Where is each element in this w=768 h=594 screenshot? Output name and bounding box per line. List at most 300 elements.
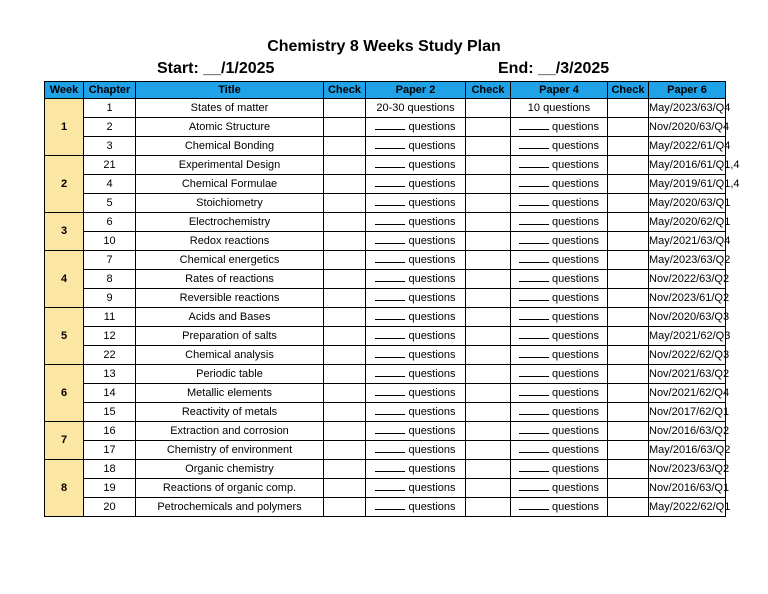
check-cell[interactable] xyxy=(324,251,366,270)
paper4-cell xyxy=(511,289,608,308)
title-cell: Chemical Formulae xyxy=(136,175,324,194)
check-cell[interactable] xyxy=(608,327,649,346)
paper4-cell xyxy=(511,498,608,517)
paper2-cell xyxy=(366,403,466,422)
chapter-cell: 2 xyxy=(84,118,136,137)
title-cell: Redox reactions xyxy=(136,232,324,251)
blank-line[interactable] xyxy=(375,290,405,301)
document-title: Chemistry 8 Weeks Study Plan xyxy=(267,38,501,55)
questions-label: questions xyxy=(408,272,456,285)
title-cell: Preparation of salts xyxy=(136,327,324,346)
blank-line[interactable] xyxy=(375,347,405,358)
check-cell[interactable] xyxy=(324,232,366,251)
paper6-cell: May/2019/61/Q1,4 xyxy=(649,175,726,194)
blank-line[interactable] xyxy=(375,176,405,187)
blank-line[interactable] xyxy=(375,252,405,263)
header-paper-6: Paper 6 xyxy=(649,82,726,99)
blank-line[interactable] xyxy=(375,233,405,244)
blank-line[interactable] xyxy=(519,214,549,225)
questions-label: questions xyxy=(551,158,600,171)
questions-label: questions xyxy=(551,272,600,285)
check-cell[interactable] xyxy=(466,422,511,441)
chapter-cell: 15 xyxy=(84,403,136,422)
check-cell[interactable] xyxy=(466,270,511,289)
table-row xyxy=(45,479,726,498)
paper6-cell: Nov/2022/63/Q2 xyxy=(649,270,726,289)
blank-line[interactable] xyxy=(375,271,405,282)
blank-line[interactable] xyxy=(519,195,549,206)
table-row xyxy=(45,137,726,156)
chapter-cell: 18 xyxy=(84,460,136,479)
paper2-cell xyxy=(366,175,466,194)
chapter-cell: 11 xyxy=(84,308,136,327)
check-cell[interactable] xyxy=(466,232,511,251)
chapter-cell: 10 xyxy=(84,232,136,251)
check-cell[interactable] xyxy=(608,251,649,270)
chapter-cell: 9 xyxy=(84,289,136,308)
blank-line[interactable] xyxy=(375,119,405,130)
check-cell[interactable] xyxy=(608,346,649,365)
check-cell[interactable] xyxy=(324,156,366,175)
header-check-2: Check xyxy=(466,82,511,99)
questions-label: questions xyxy=(408,443,456,456)
paper4-cell xyxy=(511,194,608,213)
title-cell: Chemical energetics xyxy=(136,251,324,270)
check-cell[interactable] xyxy=(608,213,649,232)
paper2-cell xyxy=(366,118,466,137)
questions-label: questions xyxy=(551,215,600,228)
paper6-cell: May/2021/63/Q4 xyxy=(649,232,726,251)
paper4-cell xyxy=(511,251,608,270)
chapter-cell: 19 xyxy=(84,479,136,498)
blank-line[interactable] xyxy=(375,442,405,453)
paper2-cell xyxy=(366,498,466,517)
check-cell[interactable] xyxy=(324,270,366,289)
header-check-1: Check xyxy=(324,82,366,99)
paper6-cell: May/2023/63/Q4 xyxy=(649,99,726,118)
blank-line[interactable] xyxy=(375,309,405,320)
questions-label: questions xyxy=(408,234,456,247)
header-title: Title xyxy=(136,82,324,99)
paper2-cell xyxy=(366,422,466,441)
questions-label: questions xyxy=(408,500,456,513)
check-cell[interactable] xyxy=(324,346,366,365)
title-cell: Acids and Bases xyxy=(136,308,324,327)
check-cell[interactable] xyxy=(466,118,511,137)
blank-line[interactable] xyxy=(519,328,549,339)
paper6-cell: Nov/2020/63/Q4 xyxy=(649,118,726,137)
questions-label: questions xyxy=(408,424,456,437)
paper2-cell xyxy=(366,365,466,384)
header-check-3: Check xyxy=(608,82,649,99)
check-cell[interactable] xyxy=(324,99,366,118)
paper2-cell xyxy=(366,156,466,175)
paper6-cell: Nov/2021/63/Q2 xyxy=(649,365,726,384)
blank-line[interactable] xyxy=(375,195,405,206)
paper4-cell xyxy=(511,270,608,289)
header-paper-2: Paper 2 xyxy=(366,82,466,99)
paper6-cell: Nov/2017/62/Q1 xyxy=(649,403,726,422)
questions-label: questions xyxy=(551,310,600,323)
paper4-cell xyxy=(511,403,608,422)
questions-label: questions xyxy=(408,158,456,171)
blank-line[interactable] xyxy=(519,233,549,244)
paper2-cell xyxy=(366,460,466,479)
questions-label: questions xyxy=(551,500,600,513)
paper6-cell: May/2020/62/Q1 xyxy=(649,213,726,232)
chapter-cell: 4 xyxy=(84,175,136,194)
blank-line[interactable] xyxy=(519,423,549,434)
questions-label: questions xyxy=(408,215,456,228)
week-cell: 8 xyxy=(45,460,84,517)
check-cell[interactable] xyxy=(466,213,511,232)
blank-line[interactable] xyxy=(375,480,405,491)
check-cell[interactable] xyxy=(324,403,366,422)
title-cell: Rates of reactions xyxy=(136,270,324,289)
check-cell[interactable] xyxy=(324,137,366,156)
blank-line[interactable] xyxy=(375,157,405,168)
questions-label: questions xyxy=(408,405,456,418)
questions-label: questions xyxy=(551,177,600,190)
blank-line[interactable] xyxy=(519,138,549,149)
questions-label: questions xyxy=(551,443,600,456)
paper4-cell xyxy=(511,365,608,384)
questions-label: questions xyxy=(551,405,600,418)
blank-line[interactable] xyxy=(519,385,549,396)
check-cell[interactable] xyxy=(466,384,511,403)
check-cell[interactable] xyxy=(466,289,511,308)
blank-line[interactable] xyxy=(519,404,549,415)
paper2-cell: 20-30 questions xyxy=(366,99,466,118)
blank-line[interactable] xyxy=(519,499,549,510)
table-row xyxy=(45,156,726,175)
paper4-cell xyxy=(511,479,608,498)
paper4-cell xyxy=(511,441,608,460)
check-cell[interactable] xyxy=(608,270,649,289)
header-row xyxy=(45,82,726,99)
check-cell[interactable] xyxy=(324,118,366,137)
questions-label: questions xyxy=(551,139,600,152)
blank-line[interactable] xyxy=(519,442,549,453)
blank-line[interactable] xyxy=(375,385,405,396)
table-row xyxy=(45,308,726,327)
questions-label: questions xyxy=(408,291,456,304)
check-cell[interactable] xyxy=(608,99,649,118)
questions-label: questions xyxy=(408,348,456,361)
table-row xyxy=(45,327,726,346)
title-cell: Reactivity of metals xyxy=(136,403,324,422)
blank-line[interactable] xyxy=(519,347,549,358)
table-row xyxy=(45,118,726,137)
title-cell: Atomic Structure xyxy=(136,118,324,137)
paper4-cell xyxy=(511,308,608,327)
check-cell[interactable] xyxy=(324,194,366,213)
title-cell: Experimental Design xyxy=(136,156,324,175)
title-cell: Reactions of organic comp. xyxy=(136,479,324,498)
check-cell[interactable] xyxy=(324,365,366,384)
questions-label: questions xyxy=(551,253,600,266)
check-cell[interactable] xyxy=(608,156,649,175)
paper2-cell xyxy=(366,213,466,232)
check-cell[interactable] xyxy=(466,327,511,346)
questions-label: questions xyxy=(408,367,456,380)
chapter-cell: 7 xyxy=(84,251,136,270)
blank-line[interactable] xyxy=(375,328,405,339)
paper6-cell: May/2022/62/Q1 xyxy=(649,498,726,517)
blank-line[interactable] xyxy=(519,252,549,263)
check-cell[interactable] xyxy=(608,403,649,422)
chapter-cell: 16 xyxy=(84,422,136,441)
check-cell[interactable] xyxy=(324,308,366,327)
week-cell: 5 xyxy=(45,308,84,365)
chapter-cell: 12 xyxy=(84,327,136,346)
paper4-cell xyxy=(511,327,608,346)
questions-label: questions xyxy=(551,462,600,475)
paper4-cell xyxy=(511,346,608,365)
title-cell: Stoichiometry xyxy=(136,194,324,213)
check-cell[interactable] xyxy=(466,99,511,118)
blank-line[interactable] xyxy=(519,480,549,491)
paper6-cell: Nov/2021/62/Q4 xyxy=(649,384,726,403)
blank-line[interactable] xyxy=(519,119,549,130)
title-cell: Petrochemicals and polymers xyxy=(136,498,324,517)
paper2-cell xyxy=(366,251,466,270)
check-cell[interactable] xyxy=(324,479,366,498)
table-row xyxy=(45,213,726,232)
paper4-cell xyxy=(511,118,608,137)
check-cell[interactable] xyxy=(466,251,511,270)
paper4-cell xyxy=(511,422,608,441)
check-cell[interactable] xyxy=(608,422,649,441)
blank-line[interactable] xyxy=(519,176,549,187)
paper4-cell xyxy=(511,175,608,194)
check-cell[interactable] xyxy=(324,422,366,441)
table-row xyxy=(45,289,726,308)
paper4-cell: 10 questions xyxy=(511,99,608,118)
questions-label: questions xyxy=(551,481,600,494)
blank-line[interactable] xyxy=(519,366,549,377)
chapter-cell: 1 xyxy=(84,99,136,118)
questions-label: questions xyxy=(408,253,456,266)
check-cell[interactable] xyxy=(608,308,649,327)
table-row xyxy=(45,194,726,213)
paper6-cell: Nov/2020/63/Q3 xyxy=(649,308,726,327)
study-plan-table xyxy=(44,81,740,517)
chapter-cell: 22 xyxy=(84,346,136,365)
questions-label: questions xyxy=(408,310,456,323)
paper6-cell: May/2022/61/Q4 xyxy=(649,137,726,156)
table-row xyxy=(45,498,726,517)
end-date-label: End: __/3/2025 xyxy=(498,60,610,77)
table-row xyxy=(45,422,726,441)
title-cell: Chemical Bonding xyxy=(136,137,324,156)
check-cell[interactable] xyxy=(324,441,366,460)
questions-label: questions xyxy=(551,234,600,247)
check-cell[interactable] xyxy=(608,175,649,194)
paper6-cell: Nov/2023/61/Q2 xyxy=(649,289,726,308)
chapter-cell: 5 xyxy=(84,194,136,213)
questions-label: questions xyxy=(551,120,600,133)
check-cell[interactable] xyxy=(324,384,366,403)
blank-line[interactable] xyxy=(375,404,405,415)
paper2-cell xyxy=(366,479,466,498)
check-cell[interactable] xyxy=(466,403,511,422)
check-cell[interactable] xyxy=(324,289,366,308)
questions-label: questions xyxy=(551,196,600,209)
check-cell[interactable] xyxy=(608,384,649,403)
title-cell: States of matter xyxy=(136,99,324,118)
paper6-cell: May/2023/63/Q2 xyxy=(649,251,726,270)
paper2-cell xyxy=(366,194,466,213)
header-week: Week xyxy=(45,82,84,99)
blank-line[interactable] xyxy=(519,271,549,282)
paper4-cell xyxy=(511,460,608,479)
check-cell[interactable] xyxy=(466,498,511,517)
table-row xyxy=(45,175,726,194)
paper6-cell: May/2016/61/Q1,4 xyxy=(649,156,726,175)
check-cell[interactable] xyxy=(466,365,511,384)
questions-label: questions xyxy=(551,348,600,361)
chapter-cell: 14 xyxy=(84,384,136,403)
chapter-cell: 3 xyxy=(84,137,136,156)
title-cell: Periodic table xyxy=(136,365,324,384)
title-cell: Metallic elements xyxy=(136,384,324,403)
questions-label: questions xyxy=(408,139,456,152)
paper2-cell xyxy=(366,346,466,365)
table-row xyxy=(45,270,726,289)
paper2-cell xyxy=(366,384,466,403)
title-cell: Extraction and corrosion xyxy=(136,422,324,441)
paper6-cell: Nov/2023/63/Q2 xyxy=(649,460,726,479)
blank-line[interactable] xyxy=(519,309,549,320)
check-cell[interactable] xyxy=(466,441,511,460)
questions-label: questions xyxy=(408,177,456,190)
paper2-cell xyxy=(366,232,466,251)
paper2-cell xyxy=(366,137,466,156)
questions-label: questions xyxy=(408,481,456,494)
check-cell[interactable] xyxy=(608,460,649,479)
questions-label: questions xyxy=(408,120,456,133)
check-cell[interactable] xyxy=(608,118,649,137)
table-row xyxy=(45,232,726,251)
check-cell[interactable] xyxy=(466,346,511,365)
paper4-cell xyxy=(511,232,608,251)
paper4-cell xyxy=(511,156,608,175)
check-cell[interactable] xyxy=(608,441,649,460)
chapter-cell: 13 xyxy=(84,365,136,384)
blank-line[interactable] xyxy=(375,366,405,377)
blank-line[interactable] xyxy=(375,499,405,510)
check-cell[interactable] xyxy=(324,213,366,232)
paper4-cell xyxy=(511,213,608,232)
blank-line[interactable] xyxy=(519,461,549,472)
table-row xyxy=(45,403,726,422)
questions-label: questions xyxy=(408,329,456,342)
paper2-cell xyxy=(366,327,466,346)
check-cell[interactable] xyxy=(608,194,649,213)
check-cell[interactable] xyxy=(466,460,511,479)
questions-label: questions xyxy=(408,196,456,209)
paper4-cell xyxy=(511,137,608,156)
check-cell[interactable] xyxy=(608,479,649,498)
chapter-cell: 21 xyxy=(84,156,136,175)
paper6-cell: Nov/2016/63/Q1 xyxy=(649,479,726,498)
table-row xyxy=(45,441,726,460)
blank-line[interactable] xyxy=(519,290,549,301)
week-cell: 3 xyxy=(45,213,84,251)
table-row xyxy=(45,99,726,118)
check-cell[interactable] xyxy=(466,194,511,213)
table-row xyxy=(45,460,726,479)
header-chapter: Chapter xyxy=(84,82,136,99)
table-row xyxy=(45,346,726,365)
blank-line[interactable] xyxy=(375,461,405,472)
paper2-cell xyxy=(366,289,466,308)
week-cell: 2 xyxy=(45,156,84,213)
check-cell[interactable] xyxy=(324,327,366,346)
title-cell: Reversible reactions xyxy=(136,289,324,308)
check-cell[interactable] xyxy=(608,365,649,384)
check-cell[interactable] xyxy=(466,175,511,194)
blank-line[interactable] xyxy=(375,138,405,149)
paper2-cell xyxy=(366,270,466,289)
chapter-cell: 6 xyxy=(84,213,136,232)
paper6-cell: May/2016/63/Q2 xyxy=(649,441,726,460)
week-cell: 4 xyxy=(45,251,84,308)
chapter-cell: 17 xyxy=(84,441,136,460)
title-cell: Organic chemistry xyxy=(136,460,324,479)
title-cell: Chemistry of environment xyxy=(136,441,324,460)
questions-label: questions xyxy=(551,424,600,437)
title-cell: Electrochemistry xyxy=(136,213,324,232)
questions-label: questions xyxy=(551,291,600,304)
blank-line[interactable] xyxy=(519,157,549,168)
check-cell[interactable] xyxy=(466,156,511,175)
table-row xyxy=(45,251,726,270)
week-cell: 6 xyxy=(45,365,84,422)
check-cell[interactable] xyxy=(608,289,649,308)
check-cell[interactable] xyxy=(324,175,366,194)
questions-label: questions xyxy=(551,386,600,399)
week-cell: 1 xyxy=(45,99,84,156)
check-cell[interactable] xyxy=(466,308,511,327)
paper6-cell: Nov/2022/62/Q3 xyxy=(649,346,726,365)
check-cell[interactable] xyxy=(324,460,366,479)
check-cell[interactable] xyxy=(324,498,366,517)
check-cell[interactable] xyxy=(608,137,649,156)
chapter-cell: 8 xyxy=(84,270,136,289)
blank-line[interactable] xyxy=(375,214,405,225)
check-cell[interactable] xyxy=(466,479,511,498)
title-cell: Chemical analysis xyxy=(136,346,324,365)
blank-line[interactable] xyxy=(375,423,405,434)
paper2-cell xyxy=(366,308,466,327)
check-cell[interactable] xyxy=(466,137,511,156)
questions-label: questions xyxy=(551,367,600,380)
week-cell: 7 xyxy=(45,422,84,460)
start-date-label: Start: __/1/2025 xyxy=(157,60,275,77)
chapter-cell: 20 xyxy=(84,498,136,517)
questions-label: questions xyxy=(408,386,456,399)
paper4-cell xyxy=(511,384,608,403)
table-row xyxy=(45,384,726,403)
questions-label: questions xyxy=(408,462,456,475)
paper6-cell: Nov/2016/63/Q2 xyxy=(649,422,726,441)
check-cell[interactable] xyxy=(608,232,649,251)
header-paper-4: Paper 4 xyxy=(511,82,608,99)
check-cell[interactable] xyxy=(608,498,649,517)
table-row xyxy=(45,365,726,384)
